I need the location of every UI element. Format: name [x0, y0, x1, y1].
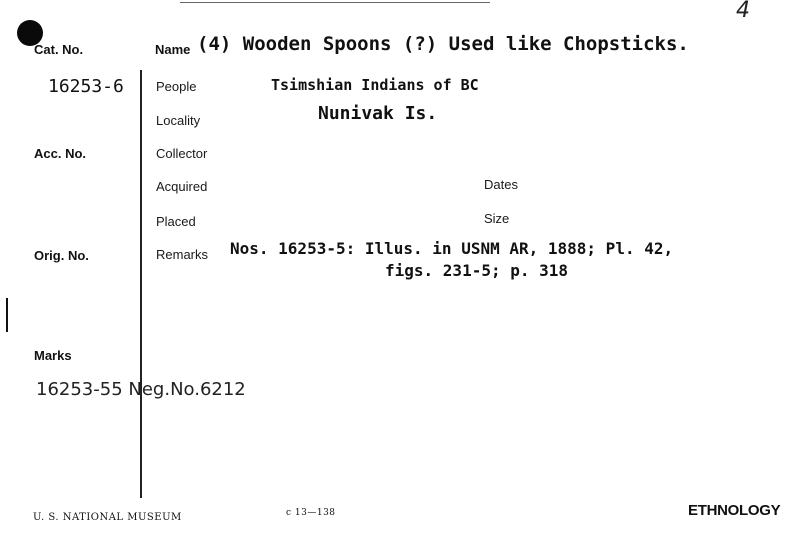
people-label: People	[156, 79, 197, 94]
name-label: Name	[155, 42, 191, 57]
dates-label: Dates	[484, 177, 518, 192]
remarks-line-1: Nos. 16253-5: Illus. in USNM AR, 1888; Pl. 42,	[230, 239, 674, 258]
remarks-line-2: figs. 231-5; p. 318	[385, 261, 569, 280]
locality-label: Locality	[156, 113, 201, 128]
placed-label: Placed	[156, 214, 196, 229]
orig-no-label: Orig. No.	[34, 248, 89, 263]
form-code: c 13—138	[286, 508, 336, 518]
collector-label: Collector	[156, 146, 208, 161]
acc-no-label: Acc. No.	[34, 146, 87, 161]
department-label: ETHNOLOGY	[688, 502, 781, 519]
museum-footer: U. S. NATIONAL MUSEUM	[33, 512, 182, 523]
top-edge-rule	[180, 2, 490, 3]
acquired-label: Acquired	[156, 179, 208, 194]
marks-label: Marks	[34, 348, 72, 363]
corner-number: 4	[736, 0, 750, 23]
cat-no-label: Cat. No.	[34, 42, 84, 57]
edge-mark	[6, 298, 8, 332]
column-divider	[140, 70, 142, 498]
size-label: Size	[484, 211, 510, 226]
locality-value: Nunivak Is.	[318, 103, 438, 124]
remarks-label: Remarks	[156, 247, 209, 262]
catalog-number: 16253-6	[48, 76, 124, 97]
object-name: (4) Wooden Spoons (?) Used like Chopsticks.	[197, 33, 689, 55]
people-value: Tsimshian Indians of BC	[271, 76, 479, 94]
marks-value: 16253-55 Neg.No.6212	[36, 379, 246, 400]
